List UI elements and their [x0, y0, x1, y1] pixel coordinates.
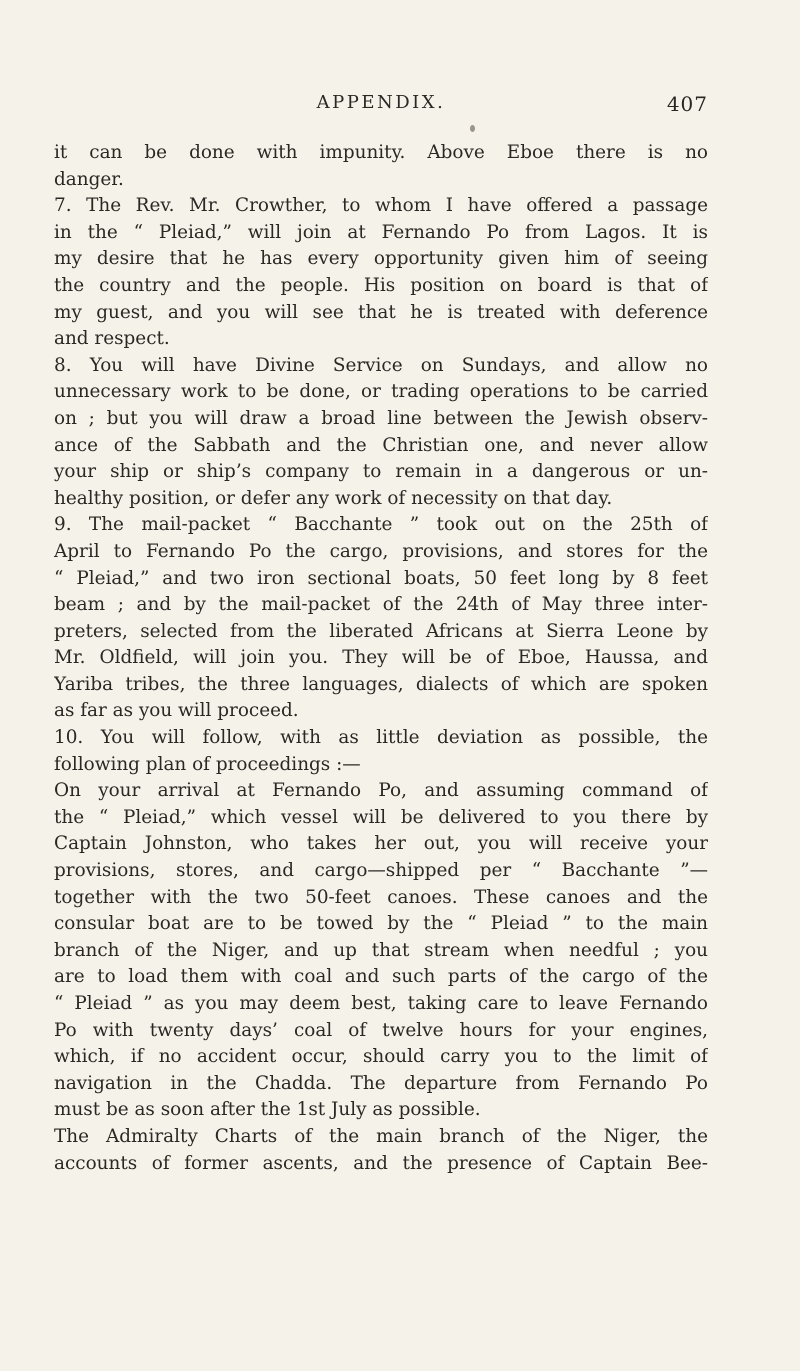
text-line: beam ; and by the mail-packet of the 24th of May three inter-: [54, 594, 708, 616]
text-line: Po with twenty days’ coal of twelve hours for your engines,: [54, 1019, 708, 1041]
page-number: 407: [666, 92, 708, 116]
text-line: consular boat are to be towed by the “ Pleiad ” to the main: [54, 913, 708, 935]
text-line: as far as you will proceed.: [54, 700, 299, 722]
text-line: which, if no accident occur, should carry you to the limit of: [54, 1046, 708, 1068]
ink-speck: [470, 125, 475, 132]
text-line: danger.: [54, 168, 124, 190]
text-line: ance of the Sabbath and the Christian one, and never allow: [54, 434, 708, 456]
body-text: [54, 140, 708, 1177]
text-line: 10. You will follow, with as little deviation as possible, the: [54, 727, 708, 749]
text-line: 9. The mail-packet “ Bacchante ” took out on the 25th of: [54, 514, 708, 536]
text-line: your ship or ship’s company to remain in a dangerous or un-: [54, 461, 708, 483]
text-line: are to load them with coal and such parts of the cargo of the: [54, 966, 708, 988]
text-line: “ Pleiad ” as you may deem best, taking care to leave Fernando: [54, 993, 708, 1014]
text-line: navigation in the Chadda. The departure from Fernando Po: [54, 1072, 708, 1094]
text-line: branch of the Niger, and up that stream when needful ; you: [54, 939, 708, 961]
text-line: in the “ Pleiad,” will join at Fernando Po from Lagos. It is: [54, 221, 708, 243]
text-line: The Admiralty Charts of the main branch of the Niger, the: [54, 1125, 708, 1147]
text-line: On your arrival at Fernando Po, and assuming command of: [54, 780, 708, 802]
text-line: 7. The Rev. Mr. Crowther, to whom I have offered a passage: [54, 195, 708, 217]
text-line: Captain Johnston, who takes her out, you will receive your: [54, 833, 708, 855]
text-line: my desire that he has every opportunity given him of seeing: [54, 248, 708, 270]
text-line: must be as soon after the 1st July as possible.: [54, 1099, 481, 1121]
text-line: my guest, and you will see that he is treated with deference: [54, 301, 708, 323]
text-line: Mr. Oldfield, will join you. They will be of Eboe, Haussa, and: [54, 647, 708, 669]
text-line: the “ Pleiad,” which vessel will be delivered to you there by: [54, 806, 708, 828]
text-line: it can be done with impunity. Above Eboe there is no: [54, 142, 708, 163]
text-line: unnecessary work to be done, or trading operations to be carried: [54, 381, 708, 403]
text-line: provisions, stores, and cargo—shipped per “ Bacchante ”—: [54, 860, 708, 882]
text-line: 8. You will have Divine Service on Sundays, and allow no: [54, 354, 708, 376]
text-line: the country and the people. His position on board is that of: [54, 274, 708, 296]
text-line: April to Fernando Po the cargo, provisions, and stores for the: [54, 540, 708, 562]
text-line: on ; but you will draw a broad line between the Jewish observ-: [54, 407, 708, 429]
text-line: accounts of former ascents, and the presence of Captain Bee-: [54, 1152, 708, 1174]
text-line: together with the two 50-feet canoes. These canoes and the: [54, 886, 708, 908]
text-line: preters, selected from the liberated Africans at Sierra Leone by: [54, 620, 708, 642]
page-header: [54, 92, 708, 122]
text-line: following plan of proceedings :—: [54, 753, 361, 775]
text-line: “ Pleiad,” and two iron sectional boats, 50 feet long by 8 feet: [54, 567, 708, 589]
running-head: APPENDIX.: [316, 92, 446, 113]
text-line: and respect.: [54, 328, 170, 350]
text-line: healthy position, or defer any work of necessity on that day.: [54, 487, 613, 509]
text-line: Yariba tribes, the three languages, dialects of which are spoken: [54, 673, 708, 695]
